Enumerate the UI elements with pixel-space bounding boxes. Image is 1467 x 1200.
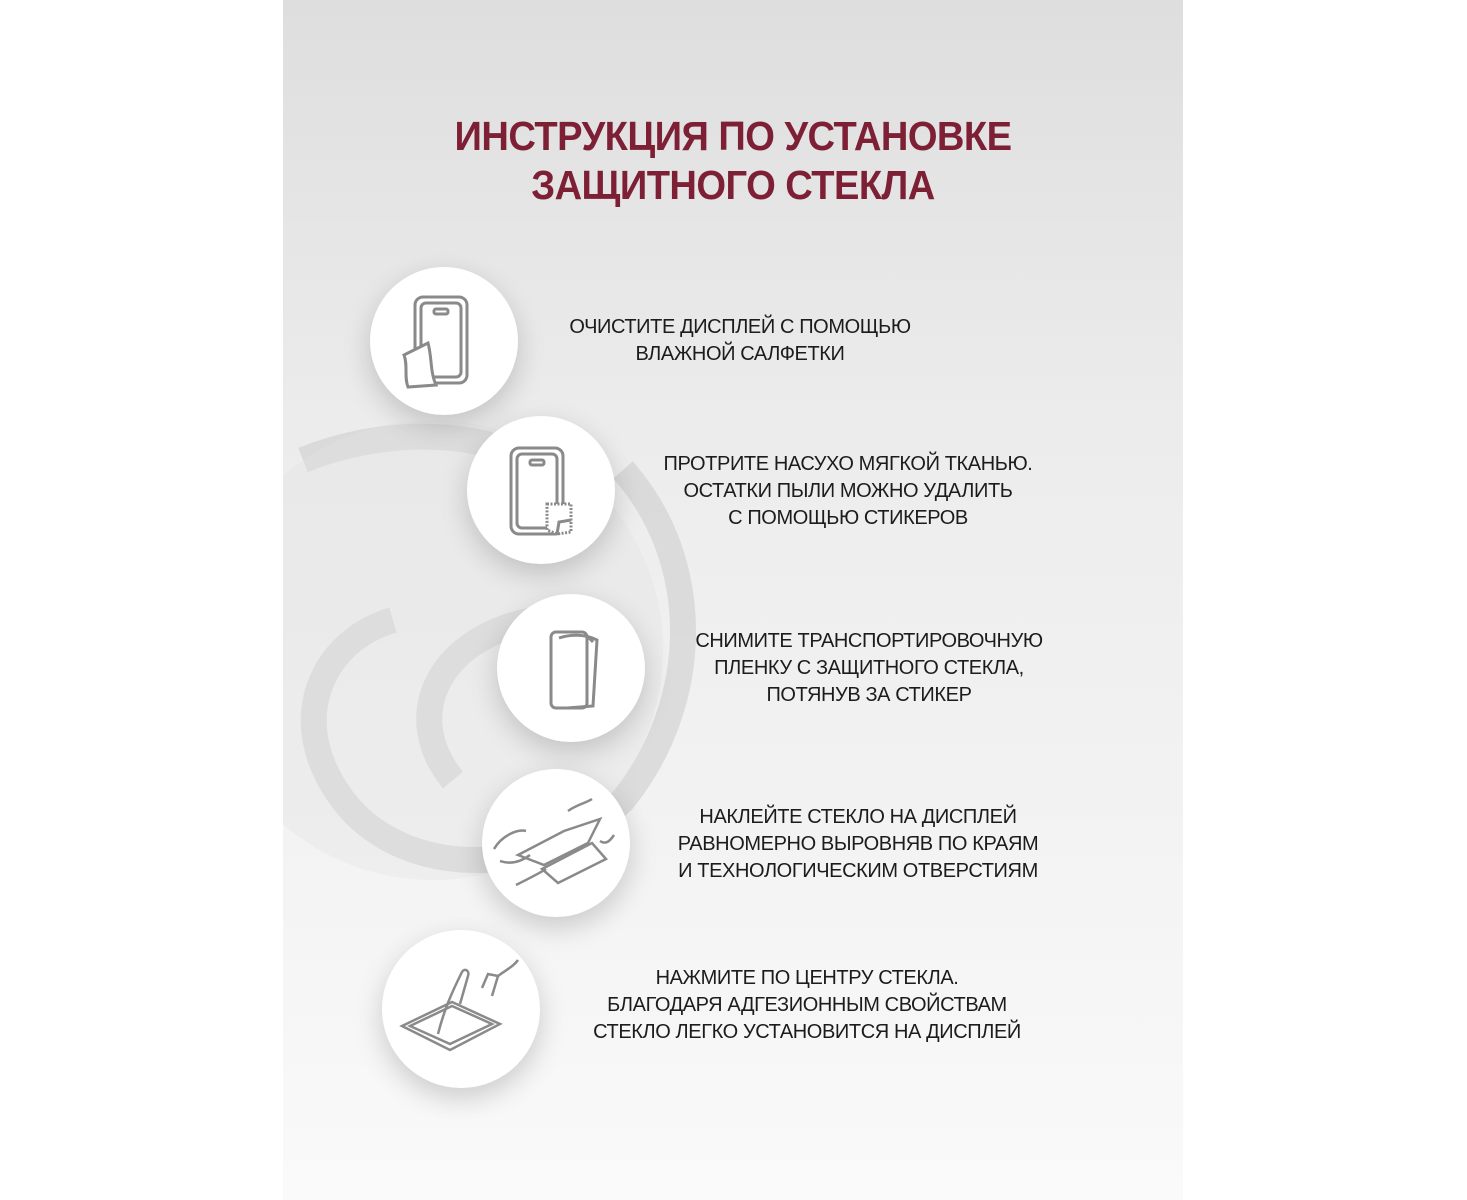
step-3-line: ПЛЕНКУ С ЗАЩИТНОГО СТЕКЛА, — [714, 657, 1024, 679]
step-5-line: НАЖМИТЕ ПО ЦЕНТРУ СТЕКЛА. — [655, 967, 959, 989]
step-4-icon-circle — [482, 769, 630, 917]
phone-wipe-icon — [370, 267, 518, 415]
hands-apply-glass-icon — [482, 769, 630, 917]
step-2-text — [664, 451, 1033, 532]
step-3-text — [695, 628, 1042, 709]
step-3-line: ПОТЯНУВ ЗА СТИКЕР — [766, 684, 972, 706]
step-2-line: ОСТАТКИ ПЫЛИ МОЖНО УДАЛИТЬ — [683, 480, 1013, 502]
step-1-icon-circle — [370, 267, 518, 415]
step-2-line: С ПОМОЩЬЮ СТИКЕРОВ — [728, 507, 968, 529]
step-1-line: ОЧИСТИТЕ ДИСПЛЕЙ С ПОМОЩЬЮ — [569, 316, 911, 338]
phone-cloth-icon — [467, 416, 615, 564]
step-3-icon-circle — [497, 594, 645, 742]
page-title — [283, 112, 1183, 210]
step-1-line: ВЛАЖНОЙ САЛФЕТКИ — [635, 343, 845, 365]
step-4-line: И ТЕХНОЛОГИЧЕСКИМ ОТВЕРСТИЯМ — [678, 860, 1038, 882]
step-4-line: НАКЛЕЙТЕ СТЕКЛО НА ДИСПЛЕЙ — [699, 806, 1017, 828]
step-5-icon-circle — [382, 930, 540, 1088]
title-line-2: ЗАЩИТНОГО СТЕКЛА — [531, 162, 935, 208]
instruction-panel — [283, 0, 1183, 1200]
step-3-line: СНИМИТЕ ТРАНСПОРТИРОВОЧНУЮ — [695, 630, 1043, 652]
step-4-text — [678, 804, 1039, 885]
title-line-1: ИНСТРУКЦИЯ ПО УСТАНОВКЕ — [454, 113, 1012, 159]
step-5-text — [593, 965, 1021, 1046]
step-5-line: СТЕКЛО ЛЕГКО УСТАНОВИТСЯ НА ДИСПЛЕЙ — [593, 1021, 1021, 1043]
peel-film-icon — [497, 594, 645, 742]
step-1-text — [569, 314, 910, 368]
step-2-icon-circle — [467, 416, 615, 564]
finger-press-icon — [382, 930, 540, 1088]
step-5-line: БЛАГОДАРЯ АДГЕЗИОННЫМ СВОЙСТВАМ — [607, 994, 1007, 1016]
step-4-line: РАВНОМЕРНО ВЫРОВНЯВ ПО КРАЯМ — [677, 833, 1039, 855]
step-2-line: ПРОТРИТЕ НАСУХО МЯГКОЙ ТКАНЬЮ. — [663, 453, 1033, 475]
